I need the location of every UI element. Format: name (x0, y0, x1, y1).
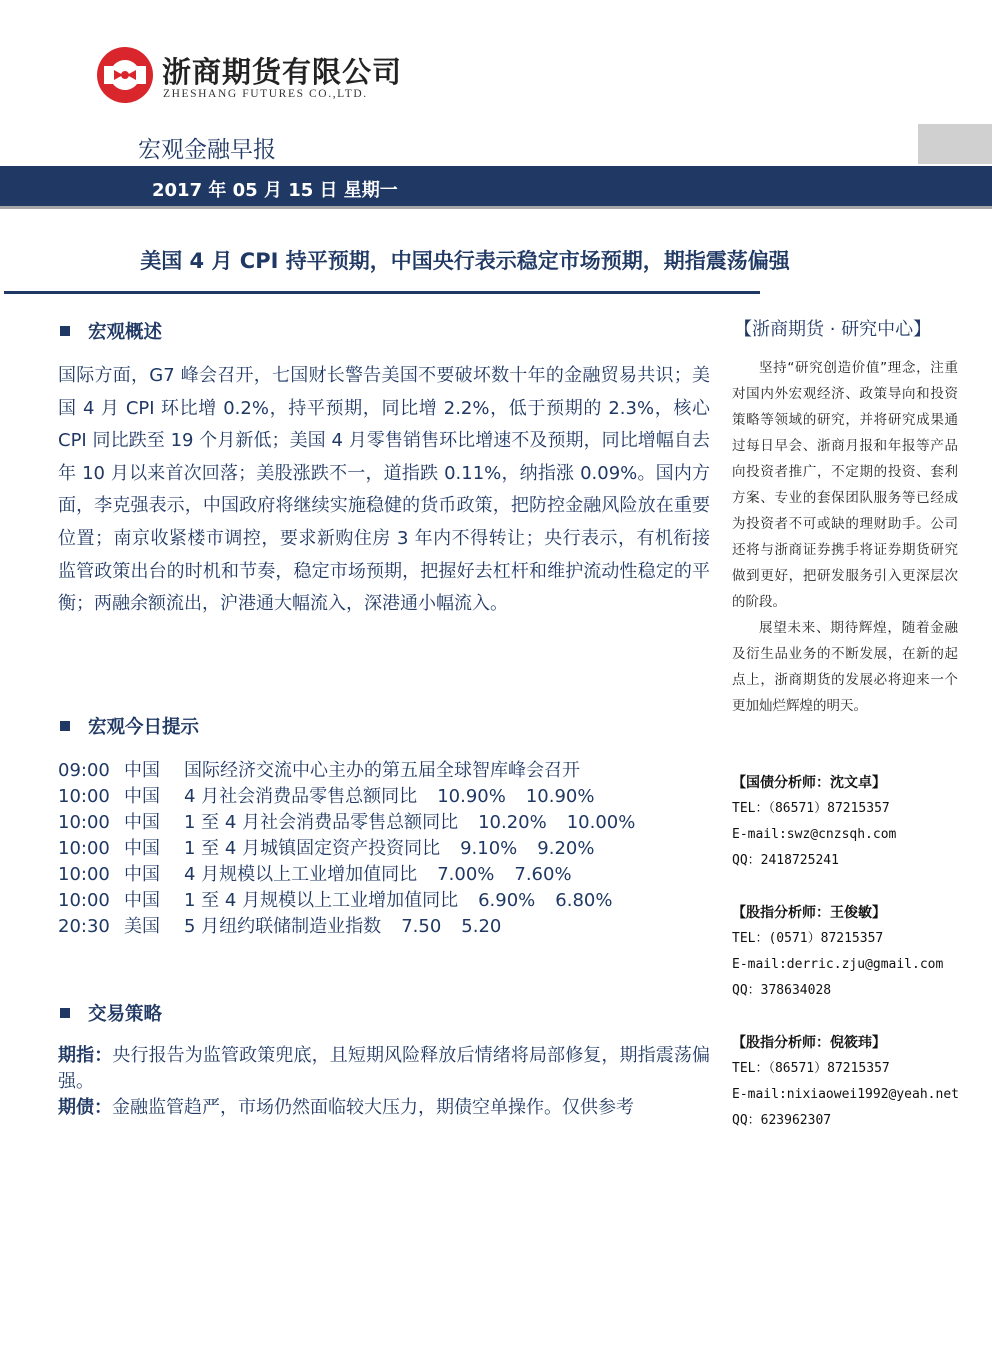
company-name-en: ZHESHANG FUTURES CO.,LTD. (163, 88, 368, 100)
analyst-tel: TEL：（86571）87215357 (732, 1061, 890, 1076)
analyst-email[interactable]: E-mail:swz@cnzsqh.com (732, 827, 897, 842)
section-title-strategy: 交易策略 (60, 1000, 162, 1026)
event-forecast: 10.90% (525, 786, 595, 807)
event-row (58, 758, 635, 784)
event-country: 中国 (124, 812, 160, 833)
strategy-text: 央行报告为监管政策兜底，且短期风险释放后情绪将局部修复，期指震荡偏强。 (58, 1045, 710, 1092)
company-logo-icon (96, 46, 154, 104)
analyst-title: 【股指分析师：王俊敏】 (732, 905, 886, 921)
report-type-title: 宏观金融早报 (138, 137, 276, 163)
strategy-item-index-futures (58, 1043, 710, 1095)
event-forecast: 9.20% (537, 838, 595, 859)
event-forecast: 7.60% (514, 864, 572, 885)
analyst-qq: QQ：2418725241 (732, 853, 839, 868)
section-title-overview: 宏观概述 (60, 318, 162, 344)
event-item: 1 至 4 月社会消费品零售总额同比 (184, 812, 459, 833)
company-name-cn: 浙商期货有限公司 (162, 55, 403, 89)
event-item: 1 至 4 月规模以上工业增加值同比 (184, 890, 459, 911)
strategy-block (58, 1043, 710, 1121)
event-country: 中国 (124, 838, 160, 859)
research-center-intro (732, 355, 958, 719)
event-previous: 10.20% (478, 812, 547, 833)
analyst-tel: TEL：（86571）87215357 (732, 801, 890, 816)
event-time: 10:00 (58, 786, 110, 807)
event-previous: 9.10% (460, 838, 518, 859)
header-decoration-block (918, 124, 992, 164)
square-bullet-icon (60, 721, 70, 731)
event-item: 4 月规模以上工业增加值同比 (184, 864, 418, 885)
event-row (58, 810, 635, 836)
event-previous: 10.90% (437, 786, 506, 807)
strategy-item-bond-futures (58, 1095, 710, 1121)
event-forecast: 5.20 (461, 916, 502, 937)
report-headline: 美国 4 月 CPI 持平预期，中国央行表示稳定市场预期，期指震荡偏强 (140, 249, 790, 273)
section-title-today: 宏观今日提示 (60, 713, 199, 739)
analyst-card (732, 900, 972, 1004)
report-date: 2017 年 05 月 15 日 星期一 (152, 180, 398, 201)
event-item: 4 月社会消费品零售总额同比 (184, 786, 418, 807)
event-time: 10:00 (58, 838, 110, 859)
event-forecast: 6.80% (555, 890, 613, 911)
strategy-label: 期债： (58, 1097, 112, 1118)
analyst-qq: QQ：378634028 (732, 983, 832, 998)
event-item: 1 至 4 月城镇固定资产投资同比 (184, 838, 441, 859)
square-bullet-icon (60, 326, 70, 336)
event-time: 10:00 (58, 890, 110, 911)
headline-divider (4, 291, 760, 294)
analyst-card (732, 1030, 972, 1134)
research-center-title: 【浙商期货 · 研究中心】 (734, 319, 932, 340)
strategy-text: 金融监管趋严，市场仍然面临较大压力，期债空单操作。仅供参考 (112, 1097, 634, 1118)
overview-paragraph: 国际方面，G7 峰会召开，七国财长警告美国不要破坏数十年的金融贸易共识；美国 4 月 CPI 环比增 0.2%，持平预期，同比增 2.2%，低于预期的 2.3%，核心 CPI 同比跌至 19 个月新低；美国 4 月零售销售环比增速不及预期，同比增幅自去年 10 月以来首次回落；美股涨跌不一，道指跌 0.11%，纳指涨 0.09%。国内方面，李克强表示，中国政府将继续实施稳健的货币政策，把防控金融风险放在重要位置；南京收紧楼市调控，要求新购住房 3 年内不得转让；央行表示，有机衔接监管政策出台的时机和节奏，稳定市场预期，把握好去杠杆和维护流动性稳定的平衡；两融余额流出，沪港通大幅流入，深港通小幅流入。 (58, 365, 710, 615)
event-row (58, 784, 635, 810)
event-row (58, 836, 635, 862)
event-list (58, 758, 635, 940)
analyst-title: 【国债分析师：沈文卓】 (732, 775, 886, 791)
event-previous: 7.50 (401, 916, 442, 937)
analyst-email[interactable]: E-mail:nixiaowei1992@yeah.net (732, 1087, 959, 1102)
event-country: 中国 (124, 786, 160, 807)
analyst-tel: TEL：(0571）87215357 (732, 931, 884, 946)
strategy-label: 期指： (58, 1045, 113, 1066)
event-country: 中国 (124, 864, 160, 885)
intro-paragraph: 展望未来、期待辉煌，随着金融及衍生品业务的不断发展，在新的起点上，浙商期货的发展必将迎来一个更加灿烂辉煌的明天。 (732, 620, 958, 714)
event-row (58, 888, 635, 914)
analyst-qq: QQ：623962307 (732, 1113, 832, 1128)
event-previous: 6.90% (478, 890, 536, 911)
event-row (58, 862, 635, 888)
event-country: 中国 (124, 890, 160, 911)
square-bullet-icon (60, 1008, 70, 1018)
date-bar (0, 166, 992, 209)
intro-paragraph: 坚持“研究创造价值”理念，注重对国内外宏观经济、政策导向和投资策略等领域的研究，并将研究成果通过每日早会、浙商月报和年报等产品向投资者推广，不定期的投资、套利方案、专业的套保团队服务等已经成为投资者不可或缺的理财助手。公司还将与浙商证券携手将证券期货研究做到更好，把研发服务引入更深层次的阶段。 (732, 360, 958, 610)
event-time: 20:30 (58, 916, 110, 937)
event-time: 09:00 (58, 760, 110, 781)
event-row (58, 914, 635, 940)
event-forecast: 10.00% (566, 812, 636, 833)
event-item: 5 月纽约联储制造业指数 (184, 916, 382, 937)
analyst-email[interactable]: E-mail:derric.zju@gmail.com (732, 957, 944, 972)
event-country: 美国 (124, 916, 160, 937)
analyst-card (732, 770, 972, 874)
event-time: 10:00 (58, 864, 110, 885)
event-item: 国际经济交流中心主办的第五届全球智库峰会召开 (184, 760, 580, 781)
analyst-title: 【股指分析师：倪筱玮】 (732, 1035, 886, 1051)
event-country: 中国 (124, 760, 160, 781)
event-time: 10:00 (58, 812, 110, 833)
event-previous: 7.00% (437, 864, 495, 885)
